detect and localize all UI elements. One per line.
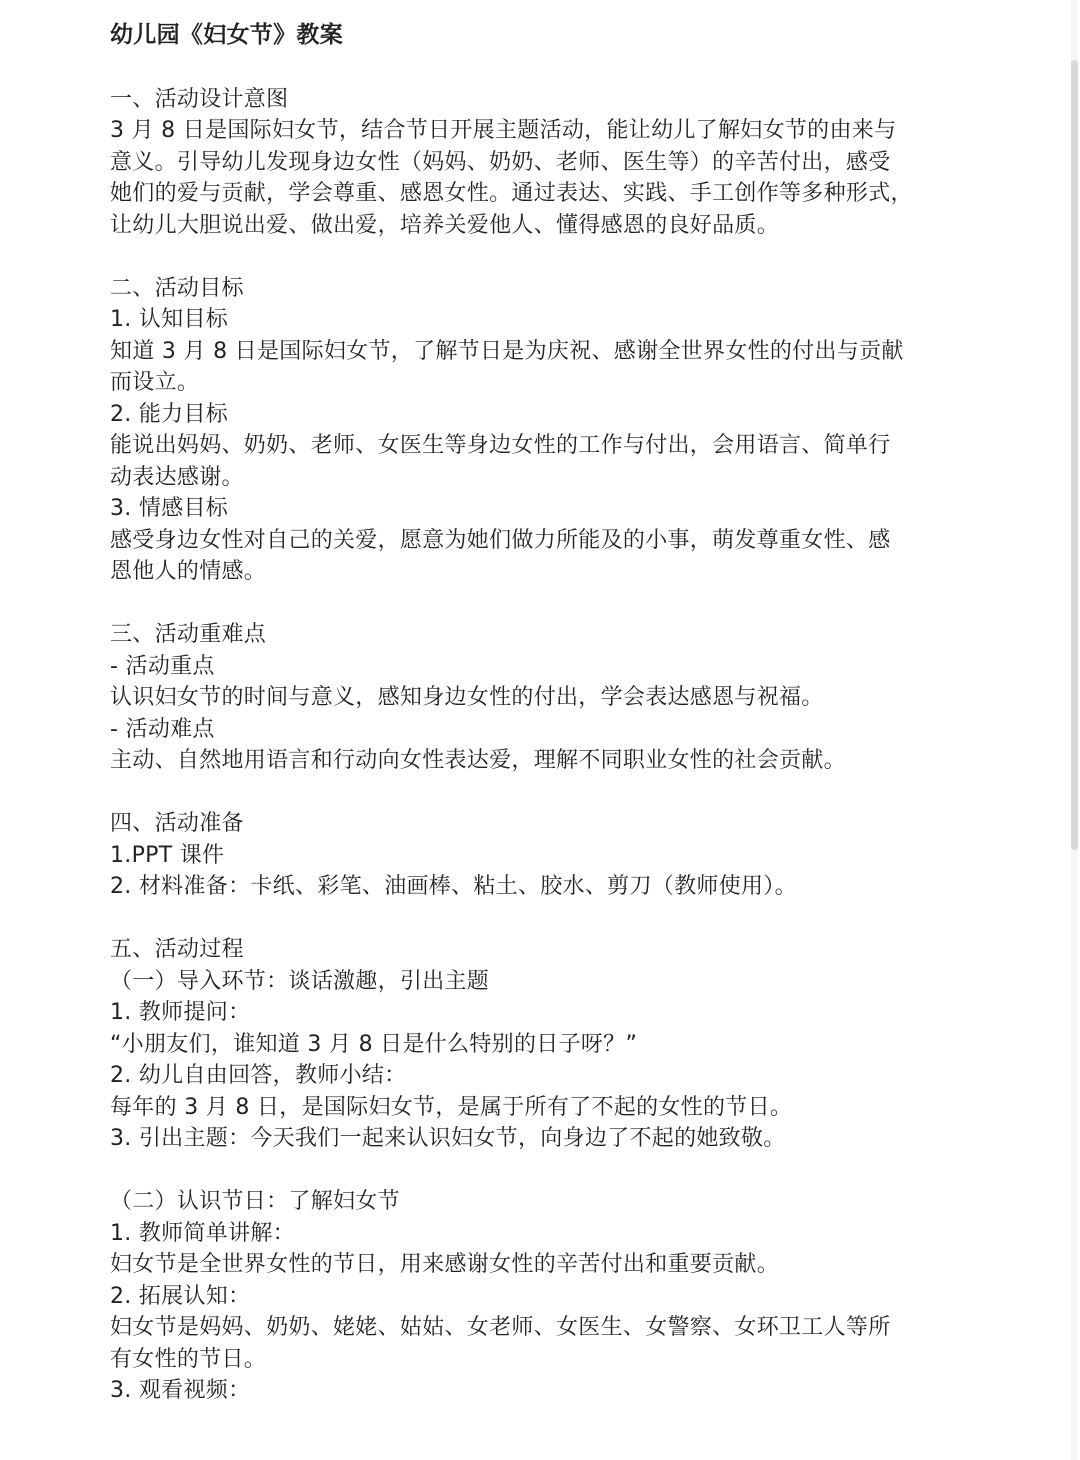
- text-line: 有女性的节日。: [110, 1346, 267, 1372]
- text-line: 知道 3 月 8 日是国际妇女节，了解节日是为庆祝、感谢全世界女性的付出与贡献: [110, 338, 904, 364]
- text-line: 每年的 3 月 8 日，是国际妇女节，是属于所有了不起的女性的节日。: [110, 1094, 793, 1120]
- blank-line: [110, 588, 960, 620]
- text-line: （二）认识节日：了解妇女节: [110, 1189, 400, 1214]
- text-line: 2. 材料准备：卡纸、彩笔、油画棒、粘土、胶水、剪刀（教师使用）。: [110, 874, 797, 899]
- text-line: 1. 教师提问：: [110, 1000, 251, 1025]
- text-line: 一、活动设计意图: [110, 86, 289, 112]
- text-line: 四、活动准备: [110, 811, 244, 836]
- text-line: 而设立。: [110, 370, 200, 395]
- text-line: 1.PPT 课件: [110, 842, 225, 868]
- text-line: 让幼儿大胆说出爱、做出爱，培养关爱他人、懂得感恩的良好品质。: [110, 212, 780, 238]
- text-line: 妇女节是全世界女性的节日，用来感谢女性的辛苦付出和重要贡献。: [110, 1252, 780, 1277]
- text-line: 意义。引导幼儿发现身边女性（妈妈、奶奶、老师、医生等）的辛苦付出，感受: [110, 149, 891, 175]
- blank-line: [110, 52, 960, 84]
- document-lines: [110, 52, 960, 1407]
- text-line: 1. 教师简单讲解：: [110, 1220, 295, 1246]
- text-line: 主动、自然地用语言和行动向女性表达爱，理解不同职业女性的社会贡献。: [110, 748, 846, 773]
- document-body: [110, 18, 960, 1407]
- text-line: 3. 引出主题：今天我们一起来认识妇女节，向身边了不起的她致敬。: [110, 1126, 786, 1151]
- text-line: 3 月 8 日是国际妇女节，结合节日开展主题活动，能让幼儿了解妇女节的由来与: [110, 118, 897, 143]
- text-line: 妇女节是妈妈、奶奶、姥姥、姑姑、女老师、女医生、女警察、女环卫工人等所: [110, 1315, 891, 1340]
- text-line: - 活动难点: [110, 716, 215, 742]
- text-line: 二、活动目标: [110, 275, 244, 301]
- text-line: 认识妇女节的时间与意义，感知身边女性的付出，学会表达感恩与祝福。: [110, 685, 824, 710]
- blank-line: [110, 777, 960, 809]
- text-line: 动表达感谢。: [110, 464, 244, 490]
- text-line: “小朋友们，谁知道 3 月 8 日是什么特别的日子呀？”: [110, 1031, 638, 1057]
- text-line: - 活动重点: [110, 653, 215, 679]
- text-line: 她们的爱与贡献，学会尊重、感恩女性。通过表达、实践、手工创作等多种形式，: [110, 181, 913, 206]
- text-line: 能说出妈妈、奶奶、老师、女医生等身边女性的工作与付出，会用语言、简单行: [110, 433, 891, 458]
- text-line: （一）导入环节：谈话激趣，引出主题: [110, 968, 490, 994]
- text-line: 2. 幼儿自由回答，教师小结：: [110, 1063, 407, 1088]
- blank-line: [110, 1155, 960, 1187]
- text-line: 五、活动过程: [110, 937, 244, 962]
- blank-line: [110, 903, 960, 935]
- text-line: 感受身边女性对自己的关爱，愿意为她们做力所能及的小事，萌发尊重女性、感: [110, 527, 891, 553]
- text-line: 3. 观看视频：: [110, 1378, 251, 1403]
- text-line: 1. 认知目标: [110, 307, 229, 332]
- text-line: 2. 能力目标: [110, 401, 229, 427]
- document-title: 幼儿园《妇女节》教案: [110, 22, 343, 48]
- text-line: 恩他人的情感。: [110, 559, 267, 584]
- text-line: 三、活动重难点: [110, 622, 267, 647]
- text-line: 3. 情感目标: [110, 496, 229, 521]
- text-line: 2. 拓展认知：: [110, 1283, 251, 1309]
- scrollbar-thumb[interactable]: [1071, 60, 1078, 850]
- blank-line: [110, 241, 960, 273]
